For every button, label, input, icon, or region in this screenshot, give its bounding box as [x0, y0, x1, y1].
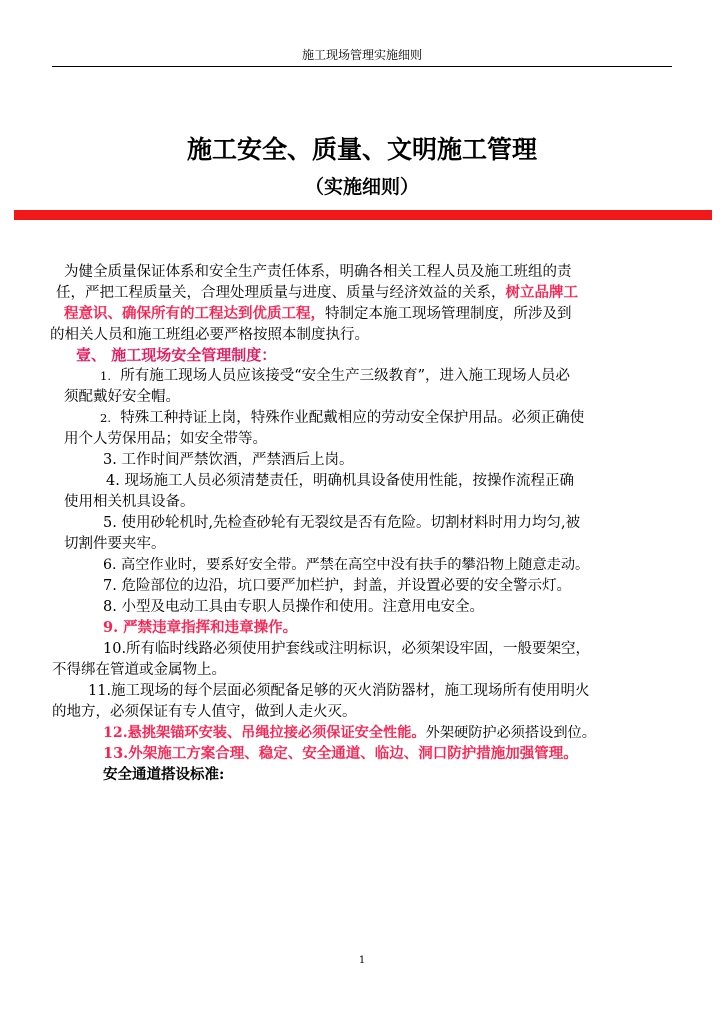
section-heading-safety: 壹、 施工现场安全管理制度：	[76, 346, 277, 364]
running-header: 施工现场管理实施细则	[301, 48, 422, 62]
item-1-text: 所有施工现场人员应该接受“安全生产三级教育”，进入施工现场人员必	[120, 368, 571, 384]
item-9: 9. 严禁违章指挥和违章操作。	[103, 619, 298, 636]
item-2-line-1	[100, 408, 584, 428]
item-7: 7. 危险部位的边沿，坑口要严加栏护，封盖，并设置必要的安全警示灯。	[103, 578, 571, 594]
item-4-line-1: 4. 现场施工人员必须清楚责任，明确机具设备使用性能，按操作流程正确	[106, 473, 574, 489]
item-11-line-2: 的地方，必须保证有专人值守，做到人走火灭。	[52, 704, 357, 720]
header-divider	[52, 66, 672, 67]
item-2-number: 2.	[100, 411, 111, 425]
item-2-text: 特殊工种持证上岗，特殊作业配戴相应的劳动安全保护用品。必须正确使	[120, 410, 585, 426]
item-6: 6. 高空作业时，要系好安全带。严禁在高空中没有扶手的攀沿物上随意走动。	[103, 557, 590, 573]
item-5-line-2: 切割件要夹牢。	[64, 536, 166, 552]
red-divider-bar	[14, 210, 712, 220]
item-10-line-2: 不得绑在管道或金属物上。	[52, 662, 226, 678]
item-10-line-1: 10.所有临时线路必须使用护套线或注明标识，必须架设牢固，一般要架空，	[103, 641, 591, 657]
intro-line-3-highlight: 程意识、确保所有的工程达到优质工程，	[64, 305, 325, 322]
document-title: 施工安全、质量、文明施工管理	[186, 135, 537, 164]
item-2-line-2: 用个人劳保用品；如安全带等。	[64, 431, 267, 447]
item-11-line-1: 11.施工现场的每个层面必须配备足够的灭火消防器材，施工现场所有使用明火	[88, 683, 590, 699]
page-number: 1	[358, 955, 366, 966]
intro-line-2	[56, 283, 578, 303]
document-subtitle: （实施细则）	[304, 176, 419, 198]
item-12-text: 外架硬防护必须搭设到位。	[425, 725, 596, 741]
intro-line-4: 的相关人员和施工班组必要严格按照本制度执行。	[50, 327, 369, 343]
item-12	[103, 723, 596, 743]
intro-line-3	[64, 304, 572, 324]
item-4-line-2: 使用相关机具设备。	[64, 494, 195, 510]
item-3: 3. 工作时间严禁饮酒，严禁酒后上岗。	[103, 452, 354, 468]
item-8: 8. 小型及电动工具由专职人员操作和使用。注意用电安全。	[103, 599, 484, 615]
item-1-line-2: 须配戴好安全帽。	[64, 389, 180, 405]
item-5-line-1: 5. 使用砂轮机时,先检查砂轮有无裂纹是否有危险。切割材料时用力均匀,被	[103, 515, 581, 531]
intro-line-3-text: 特制定本施工现场管理制度，所涉及到	[325, 306, 572, 322]
item-14-heading: 安全通道搭设标准:	[103, 766, 225, 783]
intro-line-2-highlight: 树立品牌工	[505, 284, 578, 301]
item-13: 13.外架施工方案合理、稳定、安全通道、临边、洞口防护措施加强管理。	[103, 745, 578, 762]
item-1-number: 1.	[100, 369, 111, 383]
intro-line-1: 为健全质量保证体系和安全生产责任体系，明确各相关工程人员及施工班组的责	[64, 264, 572, 280]
item-12-highlight: 12.悬挑架锚环安装、吊绳拉接必须保证安全性能。	[103, 725, 426, 741]
intro-line-2-text: 任，严把工程质量关，合理处理质量与进度、质量与经济效益的关系，	[56, 285, 506, 301]
item-1-line-1	[100, 366, 570, 386]
